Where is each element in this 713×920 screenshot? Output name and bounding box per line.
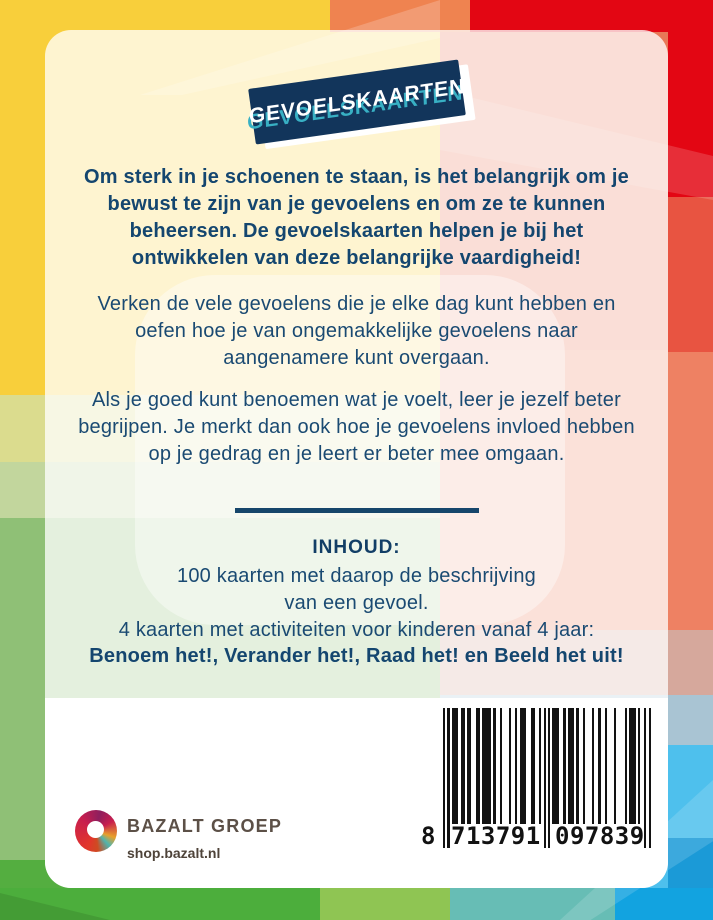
title-plate — [248, 60, 466, 145]
publisher-bar — [45, 698, 668, 888]
background-color-block — [668, 197, 713, 352]
paragraph-explore: Verken de vele gevoelens die je elke dag kunt hebben en oefen hoe je van ongemakkelijke gevoelens naar aangenamere kunt overgaan. — [97, 293, 616, 369]
publisher-website: shop.bazalt.nl — [127, 845, 221, 861]
publisher-name: BAZALT GROEP — [127, 816, 283, 836]
divider-line — [235, 508, 479, 513]
background-color-block — [320, 888, 450, 920]
contents-heading: INHOUD: — [312, 537, 401, 558]
paragraph-naming: Als je goed kunt benoemen wat je voelt, leer je jezelf beter begrijpen. Je merkt dan ook hoe je gevoelens invloed hebben op je gedrag en je leert er beter mee omgaan. — [78, 389, 635, 465]
contents-line: 100 kaarten met daarop de beschrijving — [177, 565, 536, 587]
content-panel — [45, 30, 668, 888]
barcode-digits-right: 097839 — [555, 822, 645, 850]
background-color-block — [470, 0, 713, 32]
bazalt-logo-icon — [75, 810, 117, 852]
barcode-digit-first: 8 — [421, 822, 436, 850]
ean-barcode — [421, 708, 661, 876]
contents-line: 4 kaarten met activiteiten voor kinderen vanaf 4 jaar: — [118, 619, 595, 641]
intro-paragraph: Om sterk in je schoenen te staan, is het belangrijk om je bewust te zijn van je gevoelens en om ze te kunnen beheersen. De gevoelskaarten helpen je bij het ontwikkelen van deze belangrijke vaardigheid! — [84, 166, 629, 269]
contents-line-activities: Benoem het!, Verander het!, Raad het! en Beeld het uit! — [89, 645, 624, 667]
product-title: GEVOELSKAARTEN — [248, 74, 465, 129]
barcode-digits-left: 713791 — [451, 822, 541, 850]
background-color-block — [668, 352, 713, 630]
contents-line: van een gevoel. — [284, 592, 429, 614]
